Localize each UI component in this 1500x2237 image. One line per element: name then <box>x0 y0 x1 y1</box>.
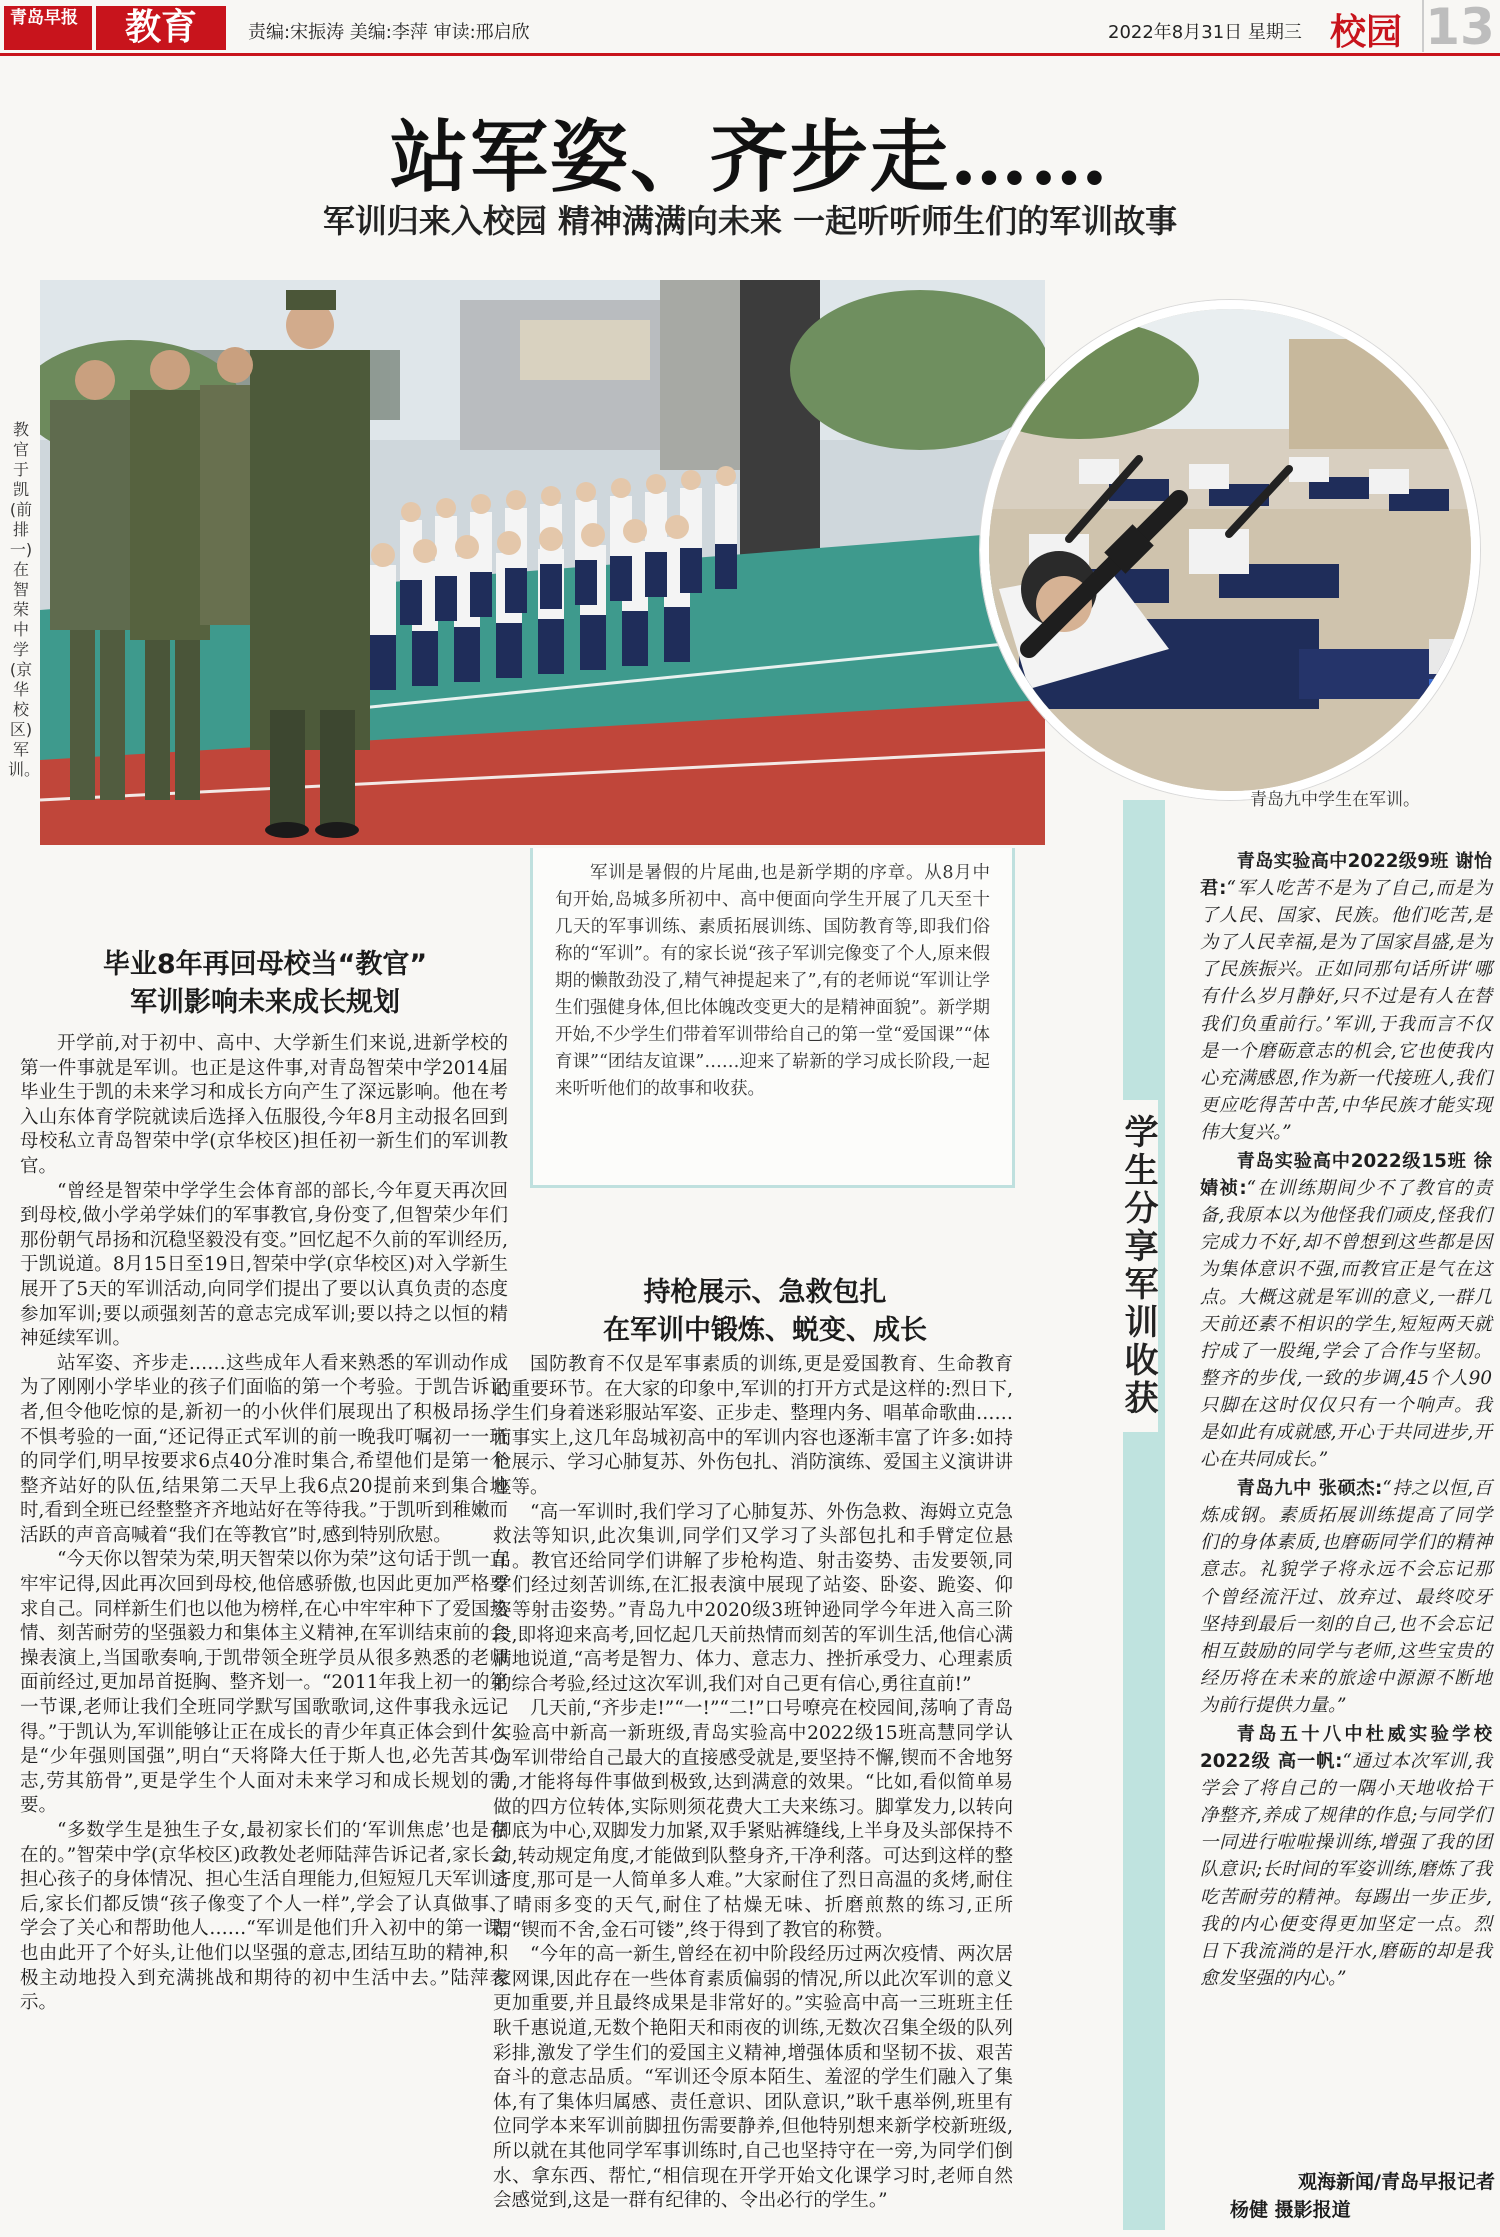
circle-photo <box>980 300 1480 800</box>
editors-line: 责编:宋振涛 美编:李萍 审读:邢启欣 <box>248 22 530 43</box>
circle-photo-caption: 青岛九中学生在军训。 <box>1250 790 1420 810</box>
left-article-title <box>20 946 510 1022</box>
paragraph: 国防教育不仅是军事素质的训练,更是爱国教育、生命教育的重要环节。在大家的印象中,军训的打开方式是这样的:烈日下,学生们身着迷彩服站军姿、正步走、整理内务、唱革命歌曲……而事实上,这几年岛城初高中的军训内容也逐渐丰富了许多:如持枪展示、学习心肺复苏、外伤包扎、消防演练、爱国主义演讲讲座等。 <box>493 1354 1013 1498</box>
center-title-line2: 在军训中锻炼、蜕变、成长 <box>603 1315 927 1346</box>
center-article-title <box>515 1274 1015 1350</box>
left-title-line2: 军训影响未来成长规划 <box>130 987 400 1018</box>
quote-text: “持之以恒,百炼成钢。素质拓展训练提高了同学们的身体素质,也磨砺同学们的精神意志。礼貌学子将永远不会忘记那个曾经流汗过、放弃过、最终咬牙坚持到最后一刻的自己,也不会忘记相互鼓励的同学与老师,这些宝贵的经历将在未来的旅途中源源不断地为前行提供力量。” <box>1200 1478 1492 1716</box>
quote-text: “通过本次军训,我学会了将自己的一隅小天地收拾干净整齐,养成了规律的作息;与同学们一同进行啦啦操训练,增强了我的团队意识;长时间的军姿训练,磨炼了我吃苦耐劳的精神。每踢出一步正步,我的内心便变得更加坚定一点。烈日下我流淌的是汗水,磨砺的却是我愈发坚强的内心。” <box>1200 1751 1492 1989</box>
quote-speaker: 青岛五十八中杜威实验学校2022级 高一帆: <box>1200 1724 1492 1773</box>
page-header <box>0 0 1500 56</box>
quote <box>1200 1475 1492 1719</box>
quote-speaker: 青岛实验高中2022级15班 徐婧祯: <box>1200 1151 1492 1200</box>
quote-text: “在训练期间少不了教官的责备,我原本以为他怪我们顽皮,怪我们完成力不好,却不曾想到这些都是因为集体意识不强,而教官正是气在这点。大概这就是军训的意义,一群几天前还素不相识的学生,短短两天就拧成了一股绳,学会了合作与坚韧。整齐的步伐,一致的步调,45个人90只脚在这时仅仅只有一个响声。我是如此有成就感,开心于共同进步,开心在共同成长。” <box>1200 1178 1492 1471</box>
side-accent-band <box>1095 800 1175 2230</box>
quote <box>1200 848 1492 1146</box>
student-quotes <box>1200 848 1492 1994</box>
byline <box>1210 2168 1495 2224</box>
quote <box>1200 1721 1492 1992</box>
newspaper-logo: 青岛早报 <box>4 6 92 50</box>
main-photo <box>40 280 1045 845</box>
paragraph: “今年的高一新生,曾经在初中阶段经历过两次疫情、两次居家网课,因此存在一些体育素质偏弱的情况,所以此次军训的意义更加重要,并且最终成果是非常好的。”实验高中高一三班班主任耿千惠说道,无数个艳阳天和雨夜的训练,无数次召集全级的队列彩排,激发了学生们的爱国主义精神,增强体质和坚韧不拔、艰苦奋斗的意志品质。“军训还令原本陌生、羞涩的学生们融入了集体,有了集体归属感、责任意识、团队意识,”耿千惠举例,班里有位同学本来军训前脚扭伤需要静养,但他特别想来新学校新班级,所以就在其他同学军事训练时,自己也坚持守在一旁,为同学们倒水、拿东西、帮忙,“相信现在开学开始文化课学习时,老师自然会感觉到,这是一群有纪律的、令出必行的学生。” <box>493 1944 1013 2212</box>
paragraph: 开学前,对于初中、高中、大学新生们来说,进新学校的第一件事就是军训。也正是这件事,对青岛智荣中学2014届毕业生于凯的未来学习和成长方向产生了深远影响。他在考入山东体育学院就读后选择入伍服役,今年8月主动报名回到母校私立青岛智荣中学(京华校区)担任初一新生们的军训教官。 <box>20 1033 508 1177</box>
paragraph: 几天前,“齐步走!”“一!”“二!”口号嘹亮在校园间,荡响了青岛实验高中新高一新班级,青岛实验高中2022级15班高慧同学认为军训带给自己最大的直接感受就是,要坚持不懈,锲而不舍地努力,才能将每件事做到极致,达到满意的效果。“比如,看似简单易做的四方位转体,实际则须花费大工夫来练习。脚掌发力,以转向脚底为中心,双脚发力加紧,双手紧贴裤缝线,上半身及头部保持不动,转动规定角度,才能做到队整身齐,干净利落。可达到这样的整齐度,那可是一人简单多人难。”大家耐住了烈日高温的炙烤,耐住了晴雨多变的天气,耐住了枯燥无味、折磨煎熬的练习,正所谓“锲而不舍,金石可镂”,终于得到了教官的称赞。 <box>493 1698 1013 1941</box>
section-name: 教育 <box>96 6 226 50</box>
paragraph: “多数学生是独生子女,最初家长们的‘军训焦虑’也是存在的。”智荣中学(京华校区)政教处老师陆萍告诉记者,家长会担心孩子的身体情况、担心生活自理能力,但短短几天军训过后,家长们都反馈“孩子像变了个人一样”,学会了认真做事、学会了关心和帮助他人……“军训是他们升入初中的第一课,也由此开了个好头,让他们以坚强的意志,团结互助的精神,积极主动地投入到充满挑战和期待的初中生活中去。”陆萍表示。 <box>20 1820 508 2014</box>
byline-line2: 杨健 摄影报道 <box>1230 2199 1351 2221</box>
subheadline: 军训归来入校园 精神满满向未来 一起听听师生们的军训故事 <box>322 202 1178 240</box>
center-title-line1: 持枪展示、急救包扎 <box>643 1277 887 1308</box>
paragraph: “高一军训时,我们学习了心肺复苏、外伤急救、海姆立克急救法等知识,此次集训,同学们又学习了头部包扎和手臂定位悬吊。教官还给同学们讲解了步枪构造、射击姿势、击发要领,同学们经过刻苦训练,在汇报表演中展现了站姿、卧姿、跪姿、仰姿等射击姿势。”青岛九中2020级3班钟逊同学今年进入高三阶段,即将迎来高考,回忆起几天前热情而刻苦的军训生活,他信心满满地说道,“高考是智力、体力、意志力、挫折承受力、心理素质的综合考验,经过这次军训,我们对自己更有信心,勇往直前!” <box>493 1501 1013 1695</box>
center-article-body <box>493 1353 1013 2214</box>
left-article-body <box>20 1032 508 2016</box>
side-label: 学生分享军训收获 <box>1118 1100 1158 1432</box>
byline-line1: 观海新闻/青岛早报记者 <box>1298 2171 1495 2193</box>
quote-speaker: 青岛实验高中2022级9班 谢怡君: <box>1200 851 1492 900</box>
column-name: 校园 <box>1330 12 1403 53</box>
intro-box: 军训是暑假的片尾曲,也是新学期的序章。从8月中旬开始,岛城多所初中、高中便面向学生开展了几天至十几天的军事训练、素质拓展训练、国防教育等,即我们俗称的“军训”。有的家长说“孩子军训完像变了个人,原来假期的懒散劲没了,精气神提起来了”,有的老师说“军训让学生们强健身体,但比体魄改变更大的是精神面貌”。新学期开始,不少学生们带着军训带给自己的第一堂“爱国课”“体育课”“团结友谊课”……迎来了崭新的学习成长阶段,一起来听听他们的故事和收获。 <box>530 848 1015 1188</box>
quote-speaker: 青岛九中 张硕杰: <box>1236 1478 1383 1500</box>
paragraph: “今天你以智荣为荣,明天智荣以你为荣”这句话于凯一直牢牢记得,因此再次回到母校,他倍感骄傲,也因此更加严格要求自己。同样新生们也以他为榜样,在心中牢牢种下了爱国热情、刻苦耐劳的坚强毅力和集体主义精神,在军训结束前的会操表演上,当国歌奏响,于凯带领全班学员从很多熟悉的老师面前经过,更加昂首挺胸、整齐划一。“2011年我上初一的第一节课,老师让我们全班同学默写国歌歌词,这件事我永远记得。”于凯认为,军训能够让正在成长的青少年真正体会到什么是“少年强则国强”,明白“天将降大任于斯人也,必先苦其心志,劳其筋骨”,更是学生个人面对未来学习和成长规划的需要。 <box>20 1549 508 1817</box>
paragraph: “曾经是智荣中学学生会体育部的部长,今年夏天再次回到母校,做小学弟学妹们的军事教官,身份变了,但智荣少年们那份朝气昂扬和沉稳坚毅没有变。”回忆起不久前的军训经历,于凯说道。8月15日至19日,智荣中学(京华校区)对入学新生展开了5天的军训活动,向同学们提出了要以认真负责的态度参加军训;要以顽强刻苦的意志完成军训;要以持之以恒的精神延续军训。 <box>20 1180 508 1350</box>
quote-text: “军人吃苦不是为了自己,而是为了人民、国家、民族。他们吃苦,是为了人民幸福,是为了国家昌盛,是为了民族振兴。正如同那句话所讲‘哪有什么岁月静好,只不过是有人在替我们负重前行。’军训,于我而言不仅是一个磨砺意志的机会,它也使我内心充满感恩,作为新一代接班人,我们更应吃得苦中苦,中华民族才能实现伟大复兴。” <box>1200 878 1492 1143</box>
page-number: 13 <box>1422 0 1496 52</box>
main-photo-caption: 教官于凯(前排一)在智荣中学(京华校区)军训。 <box>8 420 41 779</box>
paragraph: 站军姿、齐步走……这些成年人看来熟悉的军训动作成为了刚刚小学毕业的孩子们面临的第一个考验。于凯告诉记者,但令他吃惊的是,新初一的小伙伴们展现出了积极昂扬、不惧考验的一面,“还记得正式军训的前一晚我叮嘱初一一班的同学们,明早按要求6点40分准时集合,希望他们是第一个整齐站好的队伍,结果第二天早上我6点20提前来到集合地时,看到全班已经整整齐齐地站好在等待我。”于凯听到稚嫩而活跃的声音高喊着“我们在等教官”时,感到特别欣慰。 <box>20 1352 508 1546</box>
headline: 站军姿、齐步走…… <box>389 112 1110 203</box>
left-title-line1: 毕业8年再回母校当“教官” <box>102 949 428 980</box>
date-line: 2022年8月31日 星期三 <box>1108 22 1302 43</box>
quote <box>1200 1148 1492 1473</box>
